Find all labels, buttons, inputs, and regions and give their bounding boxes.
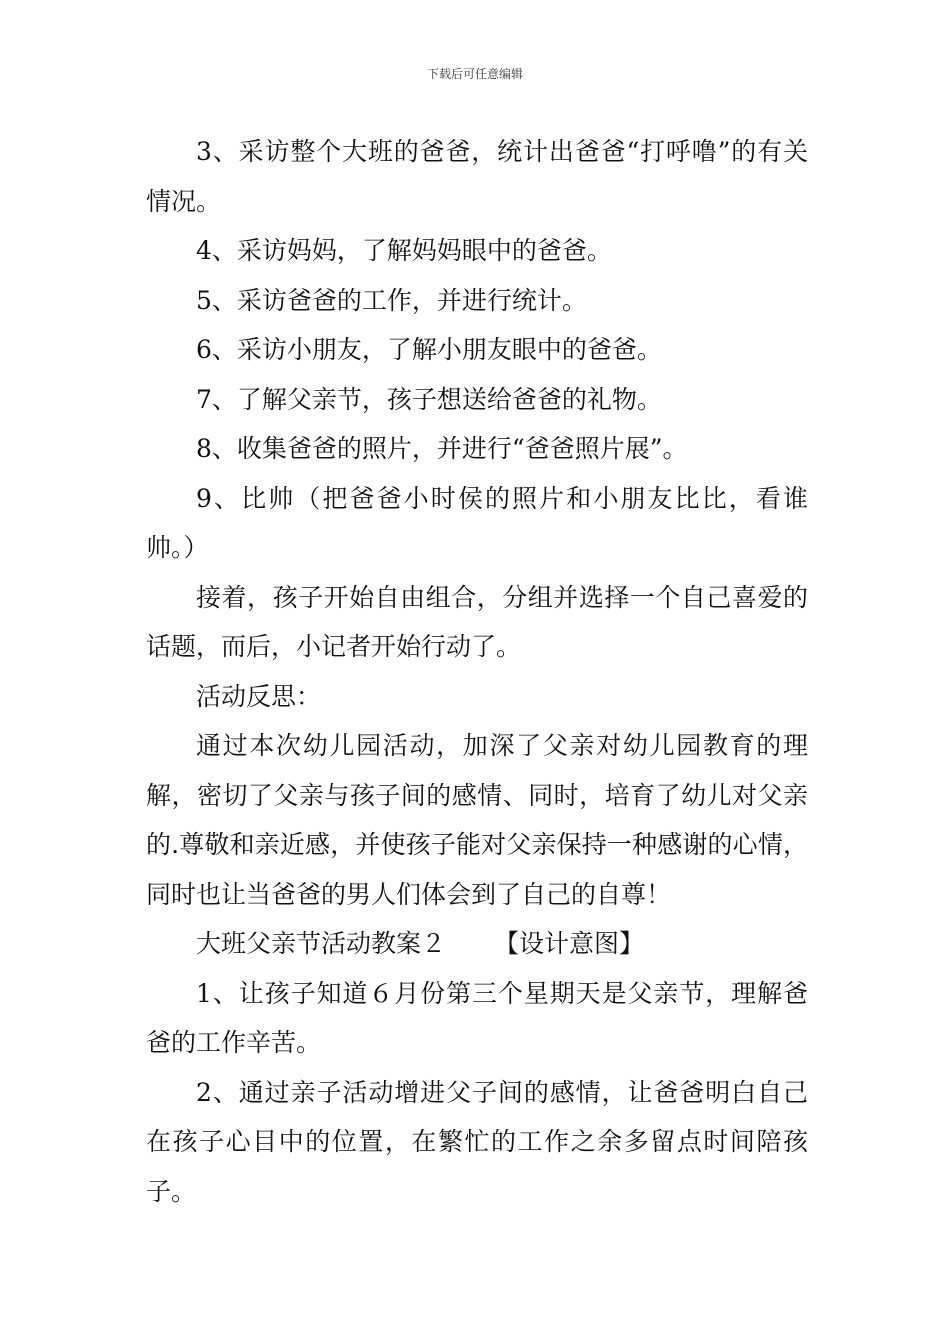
heading-activity-reflection: 活动反思：: [196, 681, 322, 711]
paragraph-item-4: 4、采访妈妈，了解妈妈眼中的爸爸。: [196, 236, 612, 265]
section-heading-line: [146, 919, 808, 969]
section-title: 大班父亲节活动教案２: [196, 929, 447, 958]
paragraph-item-5: 5、采访爸爸的工作，并进行统计。: [196, 285, 587, 315]
paragraph-item-7: 7、了解父亲节，孩子想送给爸爸的礼物。: [196, 384, 662, 414]
paragraph-item-8: 8、收集爸爸的照片，并进行“爸爸照片展”。: [196, 434, 688, 463]
document-body: [146, 127, 808, 1216]
paragraph-item-9: 9、比帅（把爸爸小时侯的照片和小朋友比比，看谁帅。）: [146, 483, 808, 562]
paragraph-item-3: 3、采访整个大班的爸爸，统计出爸爸“打呼噜”的有关情况。: [146, 137, 808, 216]
paragraph-item-6: 6、采访小朋友，了解小朋友眼中的爸爸。: [196, 335, 662, 364]
paragraph-goal-1: 1、让孩子知道６月份第三个星期天是父亲节，理解爸爸的工作辛苦。: [146, 978, 808, 1057]
paragraph-goal-2: 2、通过亲子活动增进父子间的感情，让爸爸明白自己在孩子心目中的位置，在繁忙的工作之余多留点时间陪孩子。: [146, 1077, 808, 1206]
paragraph-reflection: 通过本次幼儿园活动，加深了父亲对幼儿园教育的理解，密切了父亲与孩子间的感情、同时，培育了幼儿对父亲的.尊敬和亲近感，并使孩子能对父亲保持一种感谢的心情，同时也让当爸爸的男人们体会到了自己的自尊！: [146, 731, 808, 909]
section-subtitle: 【设计意图】: [494, 929, 645, 958]
page-header-note: 下载后可任意编辑: [426, 67, 523, 81]
paragraph-next-steps: 接着，孩子开始自由组合，分组并选择一个自己喜爱的话题，而后，小记者开始行动了。: [146, 582, 808, 661]
